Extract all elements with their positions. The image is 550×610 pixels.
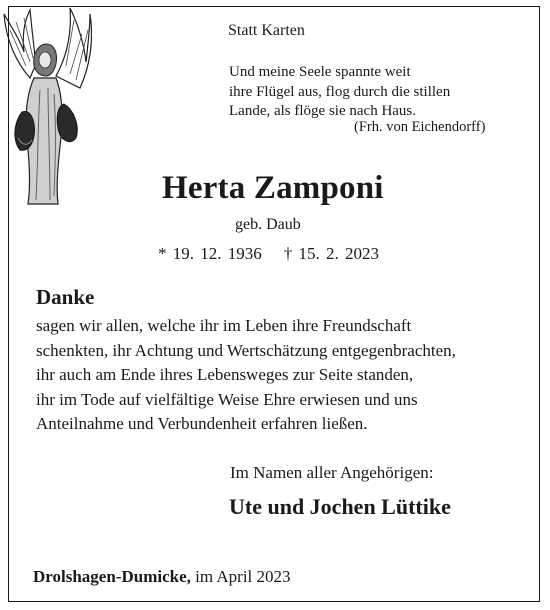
poem-author: (Frh. von Eichendorff) [354,119,486,135]
death-date: † 15. 2. 2023 [283,244,379,263]
poem-line: Und meine Seele spannte weit [229,64,411,80]
poem-line: Lande, als flöge sie nach Haus. [229,103,417,119]
thanks-line: ihr im Tode auf vielfältige Weise Ehre erwiesen und uns [36,389,418,409]
deceased-name: Herta Zamponi [162,170,384,206]
signer-names: Ute und Jochen Lüttike [229,494,451,519]
poem-line: ihre Flügel aus, flog durch die stillen [229,83,451,100]
on-behalf-line: Im Namen aller Angehörigen: [230,463,434,482]
life-dates [158,244,379,264]
thanks-line: schenkten, ihr Achtung und Wertschätzung entgegenbrachten, [36,340,456,360]
thanks-line: Anteilnahme und Verbundenheit erfahren ließen. [36,414,368,434]
notice-date: im April 2023 [195,567,291,586]
poem-quote [229,63,450,122]
maiden-name: geb. Daub [235,216,301,233]
statt-karten-label: Statt Karten [228,22,305,39]
thanks-text [36,314,456,437]
thanks-line: ihr auch am Ende ihres Lebensweges zur Seite standen, [36,365,414,385]
place-name: Drolshagen-Dumicke, [33,567,191,586]
thanks-line: sagen wir allen, welche ihr im Leben ihre Freundschaft [36,316,412,335]
place-date-line [33,567,291,587]
birth-date: * 19. 12. 1936 [158,244,262,263]
thanks-heading: Danke [36,285,95,309]
